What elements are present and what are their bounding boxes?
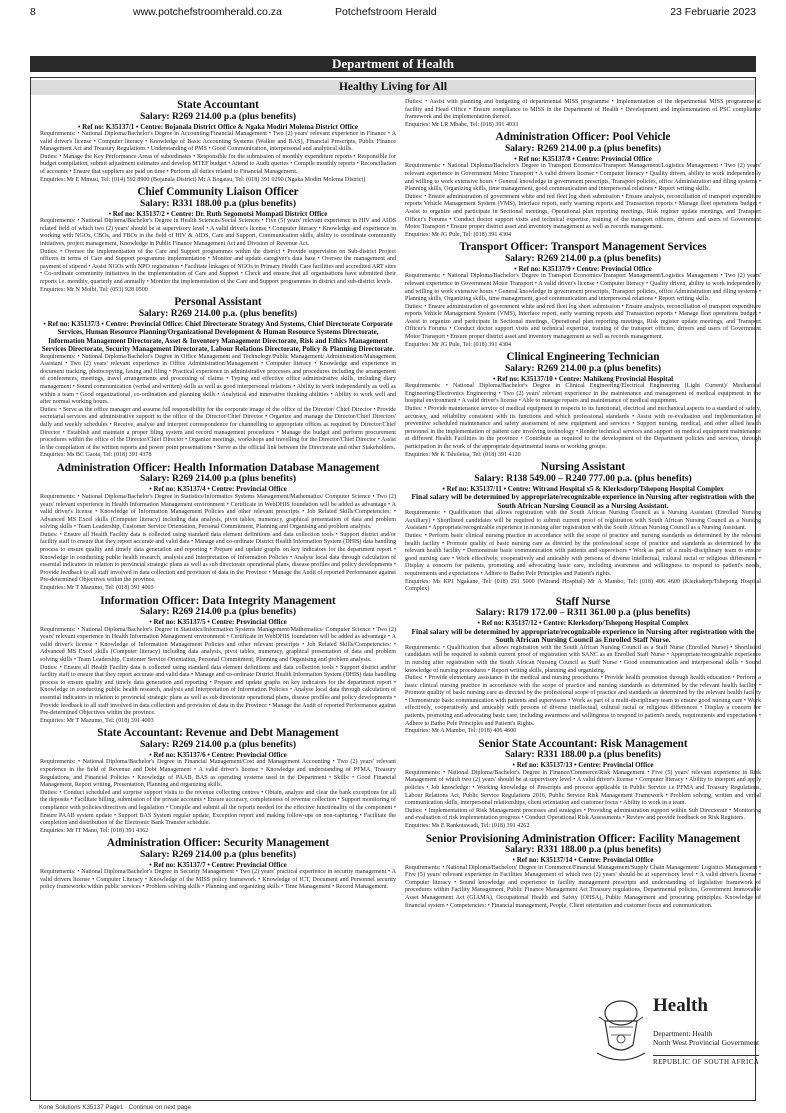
logo-department	[653, 1029, 759, 1047]
job-salary: Salary: R269 214.00 p.a (plus benefits)	[140, 111, 296, 122]
job-requirements: Requirements: • National Diploma/Bachelor's Degree in Statistics/Informatics Systems Management/Mathematics/ Computer Science • Two (2) years' relevant experience in Health Information Management environment • Certificate in WebDHIS foundation will be added as advantage • A valid driver's license • Knowledge of Information Management Policies and other relevant prescripts • Job Related Skills/Competencies: • Advanced MS Excel skills (Computer literacy) including data analysis, pivot tables, numeracy, graphical presentation of data and problem solving skills • Team Leadership, Customer Service Orientation, Personal Commitment, Planning and Organising and problem analysis.	[40, 493, 396, 531]
job-advert	[405, 738, 761, 831]
job-advert	[405, 461, 761, 594]
job-advert	[40, 99, 396, 184]
job-duties: Duties: • Provide elementary assistance in the medical and nursing procedures • Provide health promotion through health education • Perform a basic clinical nursing practice in accordance with the scope of practice and nursing standards as determined by the relevant health facility • Promote quality of basic nursing care as directed by the professional scope of practice and standards as determined by the relevant health facility • Demonstrate basic communication with patients and supervisors • Work as part of a multi-disciplinary team to ensure good nursing care • Work effectively, cooperatively and amicably with persons of diverse intellectual, cultural racial or religious differences • Display a concern for patients, promoting and advocating basic care, including awareness and willingness to respond to patient's needs, requirements and expectations • Adhere to Batho Pele Principles and Patient's Rights.	[405, 675, 761, 727]
job-salary: Salary: R331 188.00 p.a (plus benefits)	[140, 198, 296, 209]
job-advert	[405, 131, 761, 239]
job-duties: Duties: • Serve as the office manager and assume full responsibility for the corporate image of the office of the Director/ Chief Director • Provide secretarial services and administrative support to the office of the Director/Chief Director • Organize and manage the Director/Chief Directors' daily and weekly schedules • Receive, analyse and interpret correspondence for channelling to appropriate offices as required by Director/Chief Director • Establish and maintain a proper filing system and record management procedures • Manage the budget and perform procurement procedures within the office of the Director/Chief Director • Organize meetings, workshops and travelling for the Director/Chief Director • Assist in the compilation of the written reports and power point presentations • Serve as the official link between the Directorate and other Stakeholders.	[40, 406, 396, 451]
job-duties: Duties: • Manage the Key Performance Areas of subordinates • Responsible for the submission of monthly expenditure reports • Responsible for budget compilation, submit adjustment estimates and develop MTEF budget • Attend to Audit queries • Compile monthly reports • Reconciliation of accounts • Ensure that suppliers are paid on time • Perform all duties related to Financial Management.	[40, 153, 396, 175]
job-reference: • Ref no: K35137/13 • Centre: Provincial Office	[512, 761, 654, 770]
job-enquiries: Enquiries: Ms BC Gaota, Tel: (018) 391 4378	[40, 452, 152, 459]
job-reference: • Ref no: K35137/14 • Centre: Provincial Office	[512, 856, 654, 865]
job-advert	[405, 596, 761, 736]
job-title: Senior State Accountant: Risk Management	[478, 737, 688, 750]
advert-frame	[30, 77, 761, 1111]
job-duties: Duties: • Provide maintenance service of medical equipment in respects to its functional, electrical and mechanical aspects to a standard of safety, accuracy, and reliability consistent with its functions and which professional standards • Assist with re-evaluation and implementation of preventive scheduled maintenance and safety assessment of new equipment and services • Support nursing, medical, and other allied health personnel in the implementation of patient care involving technology • Render technical services and support on medical equipment maintenance at different Health Facilities in the province • Contribute as required to the development of the Department policies and services, through participation in the work of the appropriate departmental teams or working groups.	[405, 406, 761, 450]
job-title: Information Officer: Data Integrity Management	[100, 594, 336, 607]
job-requirements: Requirements: • Qualification that allows registration with the South African Nursing Council as a Nursing Assistant (Enrolled Nursing Auxiliary) • Shortlisted candidates will be required to submit current proof of registration with South African Nursing Council as a Nursing Assistant • Appropriate/recognizable experience in nursing after registration with the South African Nursing Council as a Nursing Assistant.	[405, 510, 761, 532]
job-salary: Salary: R138 549.00 – R240 777.00 p.a. (plus benefits)	[474, 473, 692, 484]
job-title: Staff Nurse	[555, 595, 611, 608]
job-advert	[40, 595, 396, 726]
job-enquiries: Enquiries: Mr T Mazumo, Tel: (018) 391 4003	[40, 585, 154, 592]
job-title: Clinical Engineering Technician	[506, 351, 660, 364]
job-enquiries: Enquiries: Mr E Mmusi, Tel: (014) 592 8900 (Bojanala District) Mr A Bogatsu, Tel: (018) 391 0290 (Ngaka Modiri Molema District)	[40, 176, 366, 183]
job-reference: • Ref no: K35137/1 • Centre: Bojanala District Office & Ngaka Modiri Molema District Office	[77, 122, 359, 131]
job-title: Senior Provisioning Administration Officer: Facility Management	[425, 832, 741, 845]
logo-dept-line: Department: Health	[653, 1029, 713, 1038]
job-reference: • Ref no: K35137/11 • Centre: Witrand Hospital x5 & Klerksdorp/Tshepong Hospital Complex	[442, 484, 724, 493]
job-advert	[40, 296, 396, 460]
job-enquiries: Enquiries: Mr T Mazumo, Tel: (018) 391 4003	[40, 717, 154, 724]
job-title: State Accountant	[177, 99, 259, 111]
right-column	[405, 99, 761, 980]
job-requirements: Requirements: • National Diploma/Bachelor's Degree in Security Management • Two (2) years' practical experience in security management • A valid drivers license • Computer Literacy • Knowledge of the MISS policy framework • Knowledge of ICT, Document and Personnel security policy frameworks within public services • Problem solving skills • Planning and organizing skills • Time Management • Record Management.	[40, 869, 396, 891]
left-column	[40, 99, 396, 1088]
logo-province-line: North West Provincial Government	[653, 1038, 760, 1047]
job-title: Administration Officer: Pool Vehicle	[495, 131, 671, 144]
job-reference: • Ref no: K35137/10 • Centre: Mahikeng Provincial Hospital	[492, 374, 674, 383]
job-advert	[405, 351, 761, 459]
job-advert	[405, 241, 761, 349]
job-title: Personal Assistant	[174, 296, 262, 309]
job-requirements: Requirements: • National Diploma/Bachelor's Degree in Finance/Commerce/Risk Management • Five (5) years' relevant experience in Risk Management of which two (2) years' should be at supervisory level • A valid driver's license • Computer literacy • Ability to interpret and apply policies • Job knowledge: • Working knowledge of Prescripts and process applicable in Public Service i.e PFMA and Treasury Regulations, Labour Relations Act, Public Service Regulations 2016, Public Service Risk Management Framework • Problem solving, written and verbal communication skills, interpersonal relationships, client orientation and customer focus • Ability to work in a team.	[405, 769, 761, 807]
job-requirements: Requirements: • National Diploma/Bachelor's Degree in Financial Management/Cost and Management Accounting • Two (2) years' relevant experience in the field of Revenue and Debt Management • A valid driver's license • Knowledge and understanding of PFMA, Treasury Regulations, and Financial Policies • Knowledge of PAAB, BAS as operating systems used in the Department • Skills: • Good Financial Management, Report writing, Presentation, Planning and organizing skills.	[40, 759, 396, 789]
job-title: Administration Officer: Security Management	[106, 837, 330, 850]
job-requirements: Requirements: • National Diploma/Bachelor's Degree in Office Management and Technology/Public Management/ Administration/Management Assistant • Two (2) years' relevant experience in Office Administration/Management • Computer literacy • Knowledge and experience in document tracking, photocopying, faxing and filing • Practical experience in administrative processes and procedures including the arrangement of conferences, meetings, travel arrangements and processing of claims • Typing and effective office administrative skills, including diary management • Sound communication (verbal and written) skills as well as good interpersonal relations • Ability to work independently as well as within a team • Good organizational, co-ordination and planning skills • Analytical and innovative thinking abilities • Ability to work well and after normal working hours.	[40, 353, 396, 406]
job-enquiries: Enquiries: Ms E Rankotswadi, Tel: (018) 391 4262	[405, 823, 530, 829]
issue-date: 23 Februarie 2023	[670, 6, 756, 18]
job-advert	[405, 833, 761, 911]
website-link[interactable]: www.potchefstroomherald.co.za	[133, 6, 282, 18]
job-requirements: Requirements: • National Diploma/Bachelor's Degree in Transport Economics/Transport Management/Logistics Management • Two (2) years' relevant experience in Government Motor Transport • A valid driver's license • Computer literacy • Quality driven, ability to work independently and willing to work extensive hours • General knowledge in government prescripts, Transport policies, office Administration and filing systems • Planning skills, Organizing skills, time management, good communication and interpersonal relations • Report writing skills.	[405, 273, 761, 303]
job-reference: • Ref no: K35137/12 • Centre: Klerksdorp/Tshepong Hospital Complex	[477, 619, 689, 628]
logo-word: Health	[653, 995, 708, 1016]
job-reference: • Ref no: K35137/3 • Centre: Provincial Office: Chief Directorate Strategy And Systems, Chief Directorate Corporate Services, Human Resource Planning/Organizational Development & Human Resource Systems Directorate, Information Management Directorate, Asset & Inventory Management Directorate, Risk and Ethics Management Services Directorate, Security Management Directorate, Labour Relations Directorate, Policy & Planning Directorate.	[41, 319, 395, 354]
job-reference: • Ref no: K35137/2 • Centre: Dr. Ruth Segomotsi Mompati District Office	[108, 209, 328, 218]
job-enquiries: Enquiries: Mr A Mambo, Tel: (018) 406 4600	[405, 728, 517, 735]
job-duties: Duties: • Ensure all Health Facility data is collected using standard data element definitions and data collection tools • Support district and/or facility staff to ensure that they report accurate and valid data • Manage and co-ordinate District Health Information System (DHIS) data handling process to ensure quality and timely data generation and reporting • Prepare and update graphs on key indicators for the department report • Knowledge in conducting public health research, analysis and Interpretation of Information Policies • Analyse local data through calculation of essential indicators in relation to provincial strategic plans as well as sub directorate operational plans, disease profiles and policy developments • Provide feedback to all staff involved in data collection and provision of data in the Province • Manage the Audit of reported Performance against Pre-determined Objectives within the province.	[40, 531, 396, 584]
job-reference: • Ref no: K35137/9 • Centre: Provincial Office	[514, 264, 652, 273]
job-advert	[40, 727, 396, 835]
paper-name: Potchefstroom Herald	[335, 6, 437, 18]
job-salary: Salary: R331 188.00 p.a (plus benefits)	[505, 845, 661, 856]
job-duties: Duties: • Ensure administration of government white and red fleet log sheet submission • Ensure analysis, reconciliation of transport expenditure reports Vehicle Management System (VMS), Interface report, early warning reports and Transaction reports • Manage fleet operations budget • Assist to organize and participate in Sectional meetings, Operational plan reporting meetings, Risk register update meetings, and Transport Officer's Forums • Conduct doctor support visits and technical expertise, training of the transport officers, drivers and users of Government Motor Transport • Ensure proper district asset and inventory management as well as records management.	[405, 303, 761, 341]
job-salary: Salary: R269 214.00 p.a (plus benefits)	[140, 849, 296, 860]
job-enquiries: Enquiries: Mr JG Pule, Tel: (018) 391 4304	[405, 341, 512, 348]
job-salary: Salary: R269 214.00 p.a (plus benefits)	[505, 143, 661, 154]
job-enquiries: Enquiries: Mr K Tsholetsa, Tel: (018) 391 4120	[405, 451, 521, 458]
job-title: Administration Officer: Health Information Database Management	[56, 461, 380, 474]
page-number: 8	[30, 6, 36, 18]
job-advert	[40, 186, 396, 294]
job-salary-note: Final salary will be determined by appropriate/recognizable experience in Nursing after registration with the South African Nursing Council as Enrolled Staff Nurse.	[411, 626, 755, 645]
job-salary: Salary: R269 214.00 p.a (plus benefits)	[505, 363, 661, 374]
coat-of-arms-icon	[591, 993, 651, 1071]
job-salary: Salary: R179 172.00 – R311 361.00 p.a (plus benefits)	[475, 608, 691, 619]
continuation-note: Kone Solutions K35137 Page1 · Continue on next page	[39, 1104, 192, 1111]
job-title: Chief Community Liaison Officer	[137, 186, 299, 199]
job-requirements: Requirements: • National Diploma/Bachelors' Degree in Commerce/Financial Management/Supply Chain Management/ Logistics Management • Five (5) years' relevant experience in Facilities Management of which two (2) years' should be at supervisory level • A valid driver's license • Computer literacy • Sound knowledge and experience in facility management prescripts and understanding of legislative framework of procedures within Facility Management, Public Finance Management Act Treasury regulations, Departmental policies, Government Immovable Asset Management Act (GIAMA), Occupational Health and Safety (OHSA), Public Management and procuring principles. Knowledge of financial system • Competencies: • Financial management, People, Client orientation and customer focus and communication.	[405, 864, 761, 909]
department-banner: Department of Health	[30, 56, 756, 72]
job-enquiries: Enquiries: Mr LR Mbabe, Tel: (018) 391 4033	[405, 121, 519, 128]
job-title: Transport Officer: Transport Management Services	[459, 241, 707, 254]
health-logo	[591, 985, 786, 1097]
job-salary: Salary: R269 214.00 p.a (plus benefits)	[505, 253, 661, 264]
job-enquiries: Enquiries: Mr N Moibi, Tel: (053) 928 0500	[40, 286, 148, 293]
job-duties: Duties: • Conduct scheduled and surprise support visits to the revenue collecting centres • Obtain, analyze and clear the bank exceptions for all the deposits • Facilitate billing, submission of the private accounts • Ensure accuracy, completeness of revenue collection • Support monitoring of compliance with policies/directives and legislation • Compile and submit all the reports needed for the effective functionality of the component • Ensure PAAB system update • Support BAS System regular update, Exception report and making follow-ups on non-capturing • Facilitate the completion and distribution of the Electronic Bank Transfer schedule.	[40, 789, 396, 827]
job-title: State Accountant: Revenue and Debt Management	[97, 727, 339, 740]
job-title: Nursing Assistant	[540, 461, 626, 474]
job-reference: • Ref no: K35137/5 • Centre: Provincial Office	[149, 618, 287, 627]
job-enquiries: Enquiries: Mr IT Mano, Tel: (018) 391 4362	[40, 827, 149, 834]
job-advert	[40, 462, 396, 593]
job-salary: Salary: R269 214.00 p.a (plus benefits)	[140, 739, 296, 750]
job-reference: • Ref no: K35137/4 • Centre: Provincial Office	[149, 485, 287, 494]
job-salary: Salary: R331 188.00 p.a (plus benefits)	[505, 750, 661, 761]
job-enquiries: Enquiries: Mr JG Pule, Tel: (018) 391 4304	[405, 231, 512, 238]
job-reference: • Ref no: K35137/6 • Centre: Provincial Office	[149, 750, 287, 759]
job-duties: Duties: • Assist with planning and budgeting of departmental MISS programme • Implementation of the departmental MISS programme at facility and Head Office • Ensure compliance to MISS in the Department of Health • Development and implementation of PSC compliance framework and the implementation thereof.	[405, 99, 761, 121]
job-duties: Duties: • Perform basic clinical nursing practice in accordance with the scope of practice and nursing standards as determined by the relevant health facility • Promote quality of basic nursing care as directed by the professional scope of practice and standards as determined by the relevant health facility • Demonstrate basic communication with patients and supervisors • Work as part of a multi-disciplinary team to ensure good nursing care • Work effectively, cooperatively and amicably with persons of diverse intellectual, cultural racial or religious differences • Display a concern for patients, promoting and advocating basic care, including awareness and willingness to respond to patient's needs, requirements and expectations • Adhere to Batho Pele Principles and Patient's rights.	[405, 532, 761, 577]
job-salary: Salary: R269 214.00 p.a (plus benefits)	[140, 474, 296, 485]
job-requirements: Requirements: • National Diploma/Bachelor's Degree in Statistics/Information Systems Management/Mathematics/ Computer Science • Two (2) years' relevant experience in Health Information Management environment • Certificate in WebDHIS foundation will be added as advantage • A valid driver's license • Knowledge of Information Management Policies and other relevant prescripts • Job Related Skills/Competencies: • Advanced MS Excel skills (Computer literacy) including data analysis, pivot tables, numeracy, graphical presentation of data and problem solving skills • Team Leadership, Customer Service Orientation, Personal Commitment, Planning and Organising and problem analysis.	[40, 626, 396, 663]
job-salary-note: Final salary will be determined by appropriate/recognizable experience in Nursing after registration with the South African Nursing Council as a Nursing Assistant.	[411, 492, 755, 510]
job-requirements: Requirements: • Qualification that allows registration with the South African Nursing Council as a Staff Nurse (Enrolled Nurse) • Shortlisted candidates will be required to submit current proof of registration with SANC as an Enrolled Staff Nurse • Appropriate/recognizable experience in nursing after registration with the South African Nursing Council as Staff Nurse • Good communication and interpersonal skills • Sound knowledge of nursing procedures • Report writing skills, planning and organizing.	[405, 644, 761, 674]
job-duties: Duties: • Implementation of Risk Management processes and strategies • Providing administration support within Sub Directorate • Monitoring and evaluation of risk implementation progress • Conduct Operational Risk Assessments • Review and provide feedback on Risk Registers.	[405, 807, 761, 822]
job-requirements: Requirements: • National Diploma/Bachelor's Degree in Clinical Engineering/Electrical Engineering (Light Current)/ Mechanical Engineering/Electronics Engineering • Two (2) years' relevant experience in the maintenance and management of medical equipment in the hospital environment • A valid driver's license • Able to manage repairs and maintenance of medical equipment.	[405, 383, 761, 405]
job-advert	[40, 837, 396, 892]
job-salary: Salary: R269 214.00 p.a (plus benefits)	[140, 607, 296, 618]
job-advert	[405, 99, 761, 129]
theme-bar: Healthy Living for All	[31, 80, 755, 95]
job-reference: • Ref no: K35137/7 • Centre: Provincial Office	[149, 860, 287, 869]
logo-country: REPUBLIC OF SOUTH AFRICA	[653, 1055, 759, 1066]
masthead	[30, 6, 756, 22]
job-requirements: Requirements: • National Diploma/Bachelor's Degree in Accounting/Financial Management • Two (2) years' relevant experience in Finance • A valid driver's license • Computer literacy • Knowledge of Basic Accounting Systems (Walker and BAS), Financial Prescripts, Public Finance Management Act and Treasury Regulations • Understanding of PMS • Good Communication, interpersonal and analytical skills.	[40, 131, 396, 153]
job-salary: Salary: R269 214.00 p.a. (plus benefits)	[138, 308, 298, 319]
job-requirements: Requirements: • National Diploma/Bachelor's Degree in Transport Economics/Transport Management/Logistics Management • Two (2) years' relevant experience in Government Motor Transport • A valid drivers license • Computer literacy • Quality driven, ability to work independently and willing to work extensive hours • General knowledge in government prescripts, Transport policies, office Administration and filing systems • Planning skills, Organizing skills, time management, good communication and interpersonal relations • Report writing skills.	[405, 163, 761, 193]
job-reference: • Ref no: K35137/8 • Centre: Provincial Office	[514, 154, 652, 163]
job-enquiries: Enquiries: Ms KPJ Ngakane, Tel: (018) 291 5000 (Witrand Hospital) Mr A Mambo, Tel: (018) 406 4600 (Klerksdorp/Tshepong Hospital Complex)	[405, 578, 761, 593]
job-duties: Duties: • Oversee the implementation of the Care and Support programmes within the district • Provide supervision on Sub-district Project officers in terms of Care and Support programme implementation • Monitor and update caregiver's data base • Oversee the management and payment of stipend • Assist NGOs with NPO registration • Facilitate linkages of NGOs to Primary Health Care facilities and accredited ART sites • Co-ordinate community initiatives in the implementation of Care and Support • Check and ensure that all organisations have submitted their reports i.e. monthly, quarterly and annually • Monitor the implementation of the Care and Support programmes in district and sub-district levels.	[40, 248, 396, 285]
job-requirements: Requirements: • National Diploma/Bachelor's Degree in Health Sciences/Social Sciences • Five (5) years' relevant experience in HIV and AIDS related field of which two (2) years' should be at supervisory level • A valid driver's license • Computer literacy • Knowledge and experience in working with NGOs, CBOs, and FBOs in the field of HIV & AIDS, Care and Support, Communication skills, ability to coordinate community initiatives, project management, Knowledge in Public Finance Management Act and Division of Revenue Act.	[40, 218, 396, 247]
job-duties: Duties: • Ensure administration of government white and red fleet log sheet submission • Ensure analysis, reconciliation of transport expenditure reports Vehicle Management System (VMS), Interface report, early warning reports and Transaction reports • Manage fleet operations budget • Assist to organize and participate in Sectional meetings, Operational plan reporting meetings, Risk register update meetings, and Transport Officer's Forums • Conduct doctor support visits and technical expertise, training of the transport officers, drivers and users of Government Motor Transport • Ensure proper district asset and inventory management as well as records management.	[405, 193, 761, 231]
job-duties: Duties: • Ensure all Health Facility data is collected using standard data element definitions and data collection tools • Support district and/or facility staff to ensure that they report accurate and valid data • Manage and co-ordinate District Health Information System (DHIS) data handling process to ensure quality and timely data generation and reporting • Prepare and update graphs on key indicators for the department report • Knowledge in conducting public health research, analysis and Interpretation of Information Policies • Analyse local data through calculation of essential indicators in relation to provincial strategic plans as well as sub directorate operational plans, disease profiles and policy developments • Provide feedback to all staff involved in data collection and provision of data in the Province • Manage the Audit of reported Performance against Pre-determined Objectives within the province.	[40, 664, 396, 717]
